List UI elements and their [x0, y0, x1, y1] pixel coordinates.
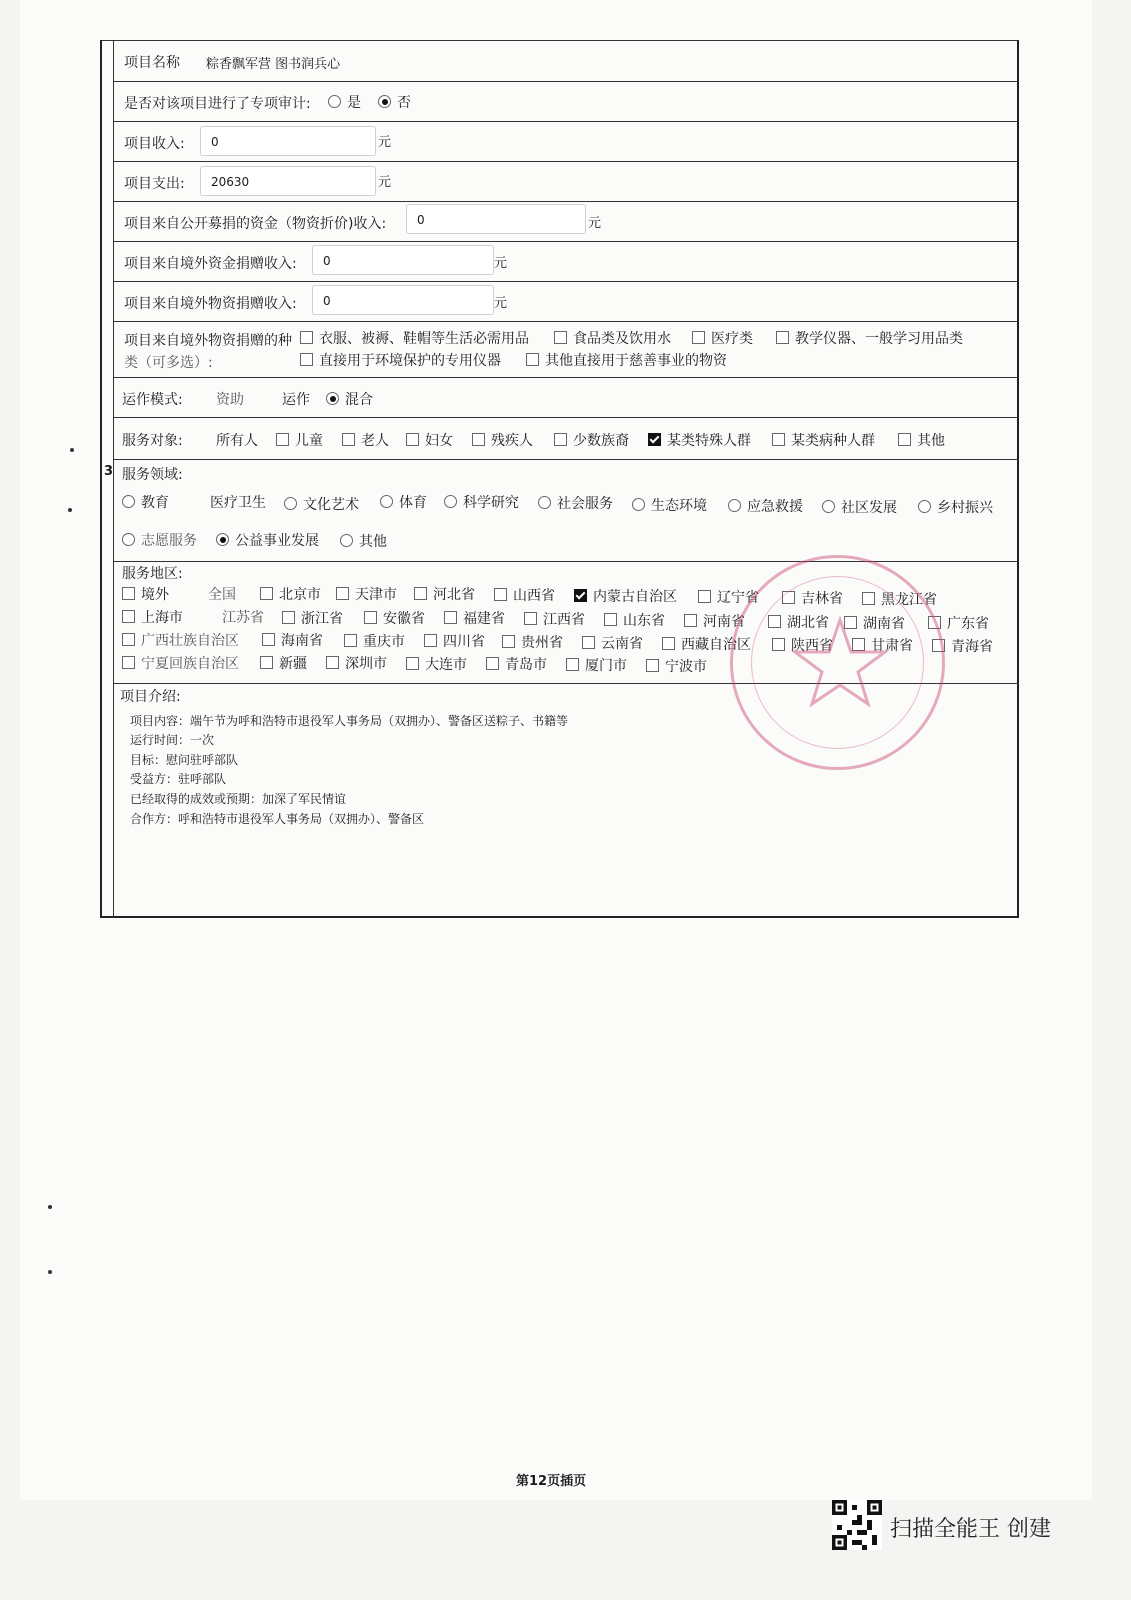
region-option[interactable]: 广东省	[928, 613, 989, 633]
intro-result-line: 已经取得的成效或预期：加深了军民情谊	[130, 792, 347, 806]
income-unit: 元	[378, 135, 392, 150]
field-option-public-welfare[interactable]: 公益事业发展	[216, 530, 319, 550]
checkbox-icon	[122, 656, 135, 669]
public-fund-row	[114, 202, 1019, 242]
checkbox-icon	[276, 433, 289, 446]
region-option[interactable]: 厦门市	[566, 655, 627, 675]
radio-icon	[340, 534, 353, 547]
checkbox-icon	[424, 634, 437, 647]
region-option[interactable]: 云南省	[582, 633, 643, 653]
radio-icon	[632, 498, 645, 511]
region-option[interactable]: 贵州省	[502, 632, 563, 652]
checkbox-icon	[364, 611, 377, 624]
margin-mark	[70, 448, 74, 452]
project-name-value: 粽香飘军营 图书润兵心	[206, 57, 341, 72]
foreign-goods-input[interactable]: 0	[312, 285, 494, 315]
foreign-goods-label: 项目来自境外物资捐赠收入:	[124, 296, 297, 312]
goods-option-clothing[interactable]: 衣服、被褥、鞋帽等生活必需用品	[300, 328, 529, 348]
checkbox-icon	[344, 634, 357, 647]
field-option-social[interactable]: 社会服务	[538, 493, 613, 513]
foreign-goods-row	[114, 282, 1019, 322]
target-option-special[interactable]: 某类特殊人群	[648, 430, 751, 450]
foreign-fund-row	[114, 242, 1019, 282]
target-label: 服务对象:	[122, 433, 183, 449]
field-option-health[interactable]: 医疗卫生	[210, 495, 266, 511]
radio-selected-icon	[326, 392, 339, 405]
intro-label: 项目介绍:	[120, 689, 181, 705]
public-fund-unit: 元	[588, 216, 602, 231]
goods-type-row	[114, 322, 1019, 378]
goods-option-teaching[interactable]: 教学仪器、一般学习用品类	[776, 328, 963, 348]
field-option-other[interactable]: 其他	[340, 531, 387, 551]
checkbox-checked-icon	[574, 589, 587, 602]
expense-input[interactable]: 20630	[200, 166, 376, 196]
region-option[interactable]: 湖北省	[768, 612, 829, 632]
foreign-fund-label: 项目来自境外资金捐赠收入:	[124, 256, 297, 272]
checkbox-icon	[336, 587, 349, 600]
field-option-culture[interactable]: 文化艺术	[284, 494, 359, 514]
region-option[interactable]: 宁夏回族自治区	[122, 653, 239, 673]
checkbox-icon	[776, 331, 789, 344]
checkbox-icon	[684, 614, 697, 627]
region-option[interactable]: 山东省	[604, 610, 665, 630]
project-name-label: 项目名称	[124, 55, 180, 71]
checkbox-icon	[300, 353, 313, 366]
radio-icon	[538, 496, 551, 509]
target-option-all[interactable]: 所有人	[216, 433, 258, 449]
margin-mark	[68, 508, 72, 512]
region-label: 服务地区:	[122, 566, 183, 582]
checkbox-icon	[406, 433, 419, 446]
goods-option-environment[interactable]: 直接用于环境保护的专用仪器	[300, 350, 501, 370]
goods-type-label-2: 类（可多选）:	[124, 355, 213, 371]
region-option[interactable]: 吉林省	[782, 588, 843, 608]
checkbox-icon	[122, 610, 135, 623]
checkbox-checked-icon	[648, 433, 661, 446]
region-option[interactable]: 山西省	[494, 585, 555, 605]
radio-icon	[122, 533, 135, 546]
region-option[interactable]: 浙江省	[282, 608, 343, 628]
foreign-goods-unit: 元	[494, 296, 508, 311]
margin-mark	[48, 1205, 52, 1209]
field-option-sports[interactable]: 体育	[380, 492, 427, 512]
region-option[interactable]: 江西省	[524, 609, 585, 629]
checkbox-icon	[554, 433, 567, 446]
region-option[interactable]: 天津市	[336, 584, 397, 604]
income-input[interactable]: 0	[200, 126, 376, 156]
checkbox-icon	[662, 637, 675, 650]
checkbox-icon	[122, 587, 135, 600]
checkbox-icon	[326, 656, 339, 669]
checkbox-icon	[898, 433, 911, 446]
foreign-fund-unit: 元	[494, 256, 508, 271]
radio-selected-icon	[216, 533, 229, 546]
region-option[interactable]: 福建省	[444, 608, 505, 628]
checkbox-icon	[502, 635, 515, 648]
seal-star-icon	[733, 558, 948, 773]
project-name-row	[114, 40, 1019, 82]
foreign-fund-input[interactable]: 0	[312, 245, 494, 275]
radio-icon	[728, 499, 741, 512]
expense-label: 项目支出:	[124, 176, 185, 192]
region-option[interactable]: 深圳市	[326, 653, 387, 673]
radio-icon	[822, 500, 835, 513]
checkbox-icon	[282, 611, 295, 624]
checkbox-icon	[692, 331, 705, 344]
field-option-education[interactable]: 教育	[122, 492, 169, 512]
checkbox-icon	[698, 590, 711, 603]
checkbox-icon	[554, 331, 567, 344]
radio-icon	[122, 495, 135, 508]
target-row	[114, 418, 1019, 460]
intro-beneficiary-line: 受益方：驻呼部队	[130, 772, 227, 786]
checkbox-icon	[260, 656, 273, 669]
region-option[interactable]: 安徽省	[364, 608, 425, 628]
region-option[interactable]: 北京市	[260, 584, 321, 604]
checkbox-icon	[486, 657, 499, 670]
checkbox-icon	[262, 633, 275, 646]
income-label: 项目收入:	[124, 136, 185, 152]
checkbox-icon	[494, 588, 507, 601]
radio-icon	[328, 95, 341, 108]
region-option[interactable]: 西藏自治区	[662, 634, 751, 654]
region-option[interactable]: 辽宁省	[698, 587, 759, 607]
region-option[interactable]: 宁波市	[646, 656, 707, 676]
checkbox-icon	[414, 587, 427, 600]
field-option-science[interactable]: 科学研究	[444, 492, 519, 512]
region-option[interactable]: 陕西省	[772, 635, 833, 655]
row-index-number: 3	[104, 464, 114, 479]
radio-selected-icon	[378, 95, 391, 108]
target-option-disease[interactable]: 某类病种人群	[772, 430, 875, 450]
field-option-ecology[interactable]: 生态环境	[632, 495, 707, 515]
field-option-rural[interactable]: 乡村振兴	[918, 497, 993, 517]
audit-option-no[interactable]: 否	[378, 92, 411, 112]
field-label: 服务领域:	[122, 467, 183, 483]
mode-label: 运作模式:	[122, 392, 183, 408]
field-option-emergency[interactable]: 应急救援	[728, 496, 803, 516]
income-row	[114, 122, 1019, 162]
region-option[interactable]: 上海市	[122, 607, 183, 627]
radio-icon	[284, 497, 297, 510]
region-option[interactable]: 湖南省	[844, 613, 905, 633]
margin-mark	[48, 1270, 52, 1274]
checkbox-icon	[772, 433, 785, 446]
region-option[interactable]: 四川省	[424, 631, 485, 651]
region-option[interactable]: 甘肃省	[852, 635, 913, 655]
checkbox-icon	[260, 587, 273, 600]
checkbox-icon	[300, 331, 313, 344]
checkbox-icon	[524, 612, 537, 625]
region-option[interactable]: 黑龙江省	[862, 589, 937, 609]
goods-option-other[interactable]: 其他直接用于慈善事业的物资	[526, 350, 727, 370]
region-option[interactable]: 青海省	[932, 636, 993, 656]
checkbox-icon	[342, 433, 355, 446]
region-option[interactable]: 境外	[122, 584, 169, 604]
region-option[interactable]: 青岛市	[486, 654, 547, 674]
region-option[interactable]: 全国	[208, 587, 236, 603]
radio-icon	[380, 495, 393, 508]
region-option[interactable]: 新疆	[260, 653, 307, 673]
public-fund-label: 项目来自公开募捐的资金（物资折价)收入:	[124, 216, 387, 232]
region-option[interactable]: 广西壮族自治区	[122, 630, 239, 650]
field-row	[114, 460, 1019, 562]
checkbox-icon	[566, 658, 579, 671]
checkbox-icon	[406, 657, 419, 670]
mode-option-operate[interactable]: 运作	[282, 392, 310, 408]
expense-unit: 元	[378, 175, 392, 190]
radio-icon	[444, 495, 457, 508]
intro-time-line: 运行时间：一次	[130, 733, 215, 747]
region-option[interactable]: 重庆市	[344, 631, 405, 651]
checkbox-icon	[526, 353, 539, 366]
target-option-children[interactable]: 儿童	[276, 430, 323, 450]
checkbox-icon	[582, 636, 595, 649]
target-option-other[interactable]: 其他	[898, 430, 945, 450]
audit-option-yes[interactable]: 是	[328, 92, 361, 112]
mode-option-mixed[interactable]: 混合	[326, 389, 373, 409]
region-option-checked[interactable]: 内蒙古自治区	[574, 586, 677, 606]
checkbox-icon	[444, 611, 457, 624]
target-option-women[interactable]: 妇女	[406, 430, 453, 450]
goods-option-medical[interactable]: 医疗类	[692, 328, 753, 348]
target-option-elderly[interactable]: 老人	[342, 430, 389, 450]
goods-type-label-1: 项目来自境外物资捐赠的种	[124, 333, 292, 349]
checkbox-icon	[122, 633, 135, 646]
checkbox-icon	[472, 433, 485, 446]
region-option[interactable]: 江苏省	[222, 610, 264, 626]
qr-code-icon	[832, 1500, 882, 1550]
intro-partner-line: 合作方：呼和浩特市退役军人事务局（双拥办）、警备区	[130, 812, 425, 826]
public-fund-input[interactable]: 0	[406, 204, 586, 234]
checkbox-icon	[646, 659, 659, 672]
intro-content-line: 项目内容：端午节为呼和浩特市退役军人事务局（双拥办）、警备区送粽子、书籍等	[130, 714, 569, 728]
mode-row	[114, 378, 1019, 418]
intro-goal-line: 目标：慰问驻呼部队	[130, 753, 239, 767]
region-option[interactable]: 大连市	[406, 654, 467, 674]
target-option-disabled[interactable]: 残疾人	[472, 430, 533, 450]
region-option[interactable]: 河南省	[684, 611, 745, 631]
official-seal	[730, 555, 945, 770]
field-option-community[interactable]: 社区发展	[822, 497, 897, 517]
audit-label: 是否对该项目进行了专项审计:	[124, 96, 311, 112]
page-number: 第12页插页	[516, 1474, 587, 1489]
goods-option-food[interactable]: 食品类及饮用水	[554, 328, 671, 348]
target-option-minority[interactable]: 少数族裔	[554, 430, 629, 450]
region-option[interactable]: 河北省	[414, 584, 475, 604]
field-option-volunteer[interactable]: 志愿服务	[122, 530, 197, 550]
region-option[interactable]: 海南省	[262, 630, 323, 650]
checkbox-icon	[604, 613, 617, 626]
audit-row	[114, 82, 1019, 122]
expense-row	[114, 162, 1019, 202]
radio-icon	[918, 500, 931, 513]
index-column	[100, 40, 114, 918]
mode-option-funding[interactable]: 资助	[216, 392, 244, 408]
scanner-watermark: 扫描全能王 创建	[890, 1517, 1051, 1542]
